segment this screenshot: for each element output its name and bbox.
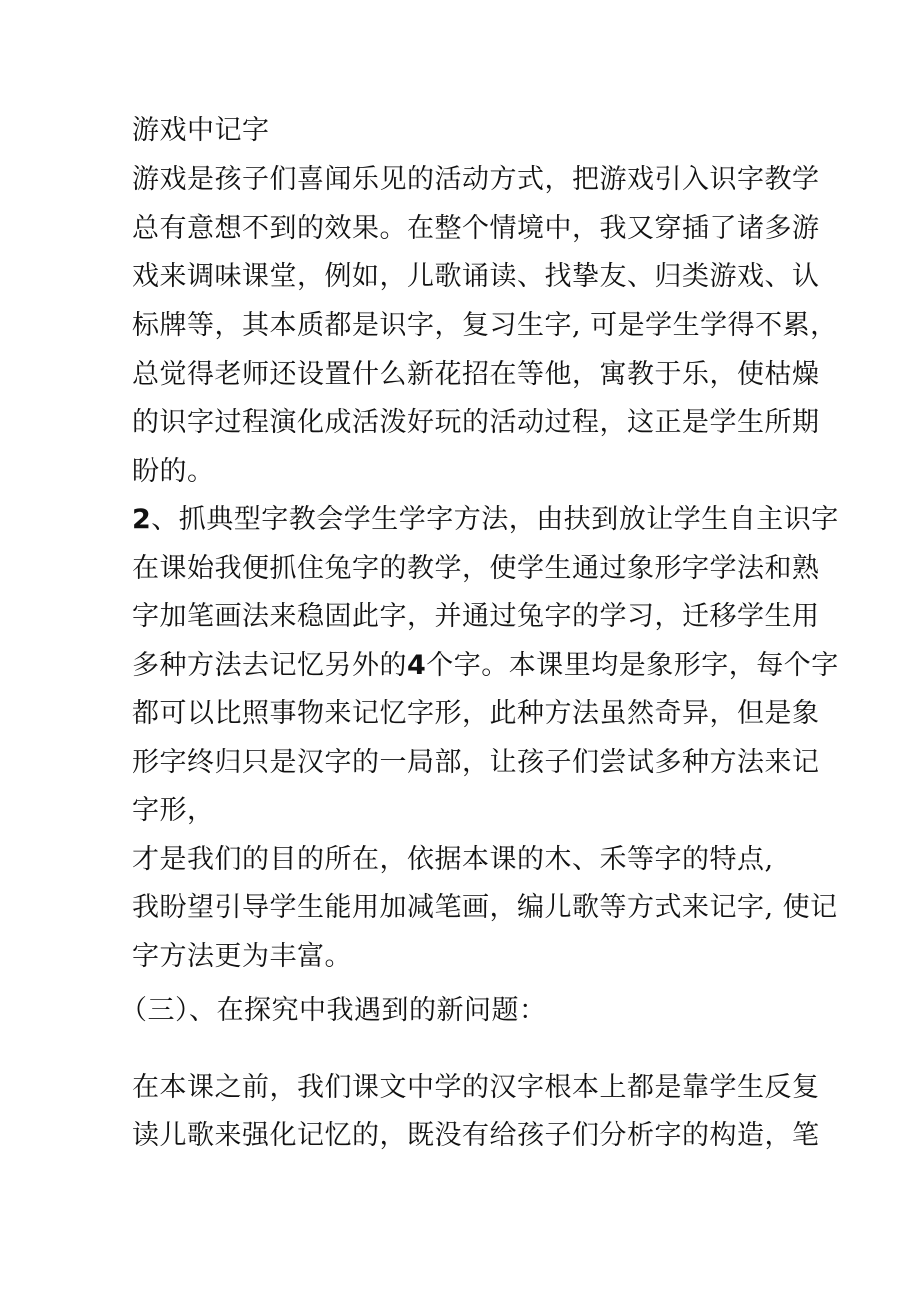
paragraph-line: 才是我们的目的所在，依据本课的木、禾等字的特点, — [132, 844, 774, 875]
paragraph-line: 字加笔画法来稳固此字，并通过兔字的学习，迁移学生用 — [132, 601, 820, 632]
paragraph-line — [132, 649, 839, 683]
inline-number: 4 — [407, 650, 427, 681]
paragraph-line: 总觉得老师还设置什么新花招在等他，寓教于乐，使枯燥 — [132, 359, 820, 390]
paragraph-line: 盼的。 — [132, 456, 215, 487]
paragraph-line: 标牌等，其本质都是识字，复习生字, 可是学生学得不累， — [132, 310, 838, 341]
paragraph-line: 都可以比照事物来记忆字形，此种方法虽然奇异，但是象 — [132, 698, 820, 729]
paragraph-line: 字形， — [132, 795, 215, 826]
paragraph-line: 游戏是孩子们喜闻乐见的活动方式，把游戏引入识字教学 — [132, 164, 820, 195]
section-heading: 游戏中记字 — [132, 115, 270, 146]
line-text: 个字。本课里均是象形字，每个字 — [426, 650, 839, 681]
paragraph-line: 的识字过程演化成活泼好玩的活动过程，这正是学生所期 — [132, 407, 820, 438]
paragraph-line: 字方法更为丰富。 — [132, 941, 352, 972]
list-number: 2 — [132, 504, 152, 535]
paragraph-line — [132, 503, 839, 537]
section-heading: （三）、在探究中我遇到的新问题： — [120, 995, 547, 1026]
paragraph-line: 形字终归只是汉字的一局部，让孩子们尝试多种方法来记 — [132, 747, 820, 778]
paragraph-line: 戏来调味课堂，例如，儿歌诵读、找挚友、归类游戏、认 — [132, 261, 820, 292]
paragraph-line: 在本课之前，我们课文中学的汉字根本上都是靠学生反复 — [132, 1072, 820, 1103]
paragraph-line: 在课始我便抓住兔字的教学，使学生通过象形字学法和熟 — [132, 553, 820, 584]
paragraph-line: 读儿歌来强化记忆的，既没有给孩子们分析字的构造，笔 — [132, 1120, 820, 1151]
paragraph-line: 我盼望引导学生能用加减笔画，编儿歌等方式来记字, 使记 — [132, 892, 838, 923]
line-text: 多种方法去记忆另外的 — [132, 650, 407, 681]
paragraph-line: 总有意想不到的效果。在整个情境中，我又穿插了诸多游 — [132, 213, 820, 244]
line-text: 、抓典型字教会学生学字方法，由扶到放让学生自主识字 — [151, 504, 839, 535]
